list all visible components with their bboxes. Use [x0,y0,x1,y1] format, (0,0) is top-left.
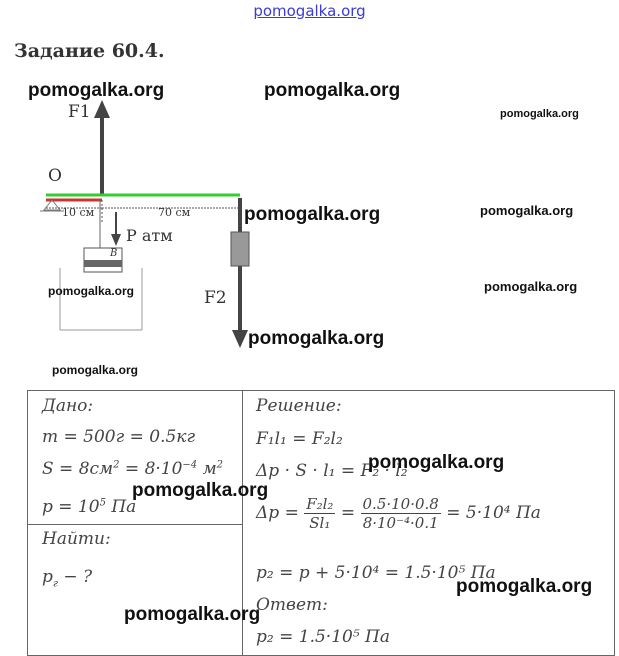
label-f2: F2 [204,288,227,308]
equation-1: F₁l₁ = F₂l₂ [256,429,343,449]
watermark: pomogalka.org [264,80,401,101]
task-title: Задание 60.4. [14,40,165,62]
given-header: Дано: [42,396,94,416]
watermark: pomogalka.org [484,279,578,294]
find-value: $p_г$ − ? [42,567,93,590]
label-f1: F1 [68,102,91,122]
solution-table [27,390,615,656]
equation-4: p₂ = p + 5·10⁴ = 1.5·10⁵ Па [256,563,496,583]
watermark: pomogalka.org [248,328,385,349]
watermark: pomogalka.org [124,604,261,625]
label-dist-10: 10 см [62,206,95,219]
equation-2: Δp · S · l₁ = F₂ · l₂ [256,461,408,481]
top-watermark-link[interactable]: pomogalka.org [253,2,366,20]
watermark: pomogalka.org [368,452,505,473]
answer-value: p₂ = 1.5·10⁵ Па [256,627,390,647]
watermark: pomogalka.org [244,204,381,225]
label-dist-70: 70 см [158,206,191,219]
label-patm: P атм [126,226,173,245]
f2-arrowhead [232,330,248,348]
given-area: $S = 8см^2 = 8\cdot 10^{-4}$ $м^2$ [42,459,224,479]
label-b: B [110,248,118,259]
watermark: pomogalka.org [500,108,579,120]
watermark: pomogalka.org [28,80,165,101]
watermark: pomogalka.org [456,576,593,597]
given-mass: m = 500г = 0.5кг [42,427,196,447]
given-pressure: $p = 10^5$ Па [42,497,137,517]
label-o: O [48,166,62,186]
weight-block [231,232,249,266]
watermark: pomogalka.org [132,480,269,501]
watermark: pomogalka.org [480,203,574,218]
find-header: Найти: [42,529,111,549]
watermark: pomogalka.org [48,284,135,298]
watermark: pomogalka.org [52,363,139,377]
f1-arrowhead [94,100,110,118]
solution-header: Решение: [256,396,342,416]
equation-3: Δp = $\frac{\text{F₂l₂}}{\text{Sl₁}}$ = $\frac{0.5\cdot 10\cdot 0.8}{\text{8·10⁻⁴·0.1}}$ = 5·10⁴ Па [256,495,541,532]
answer-header: Ответ: [256,595,328,615]
